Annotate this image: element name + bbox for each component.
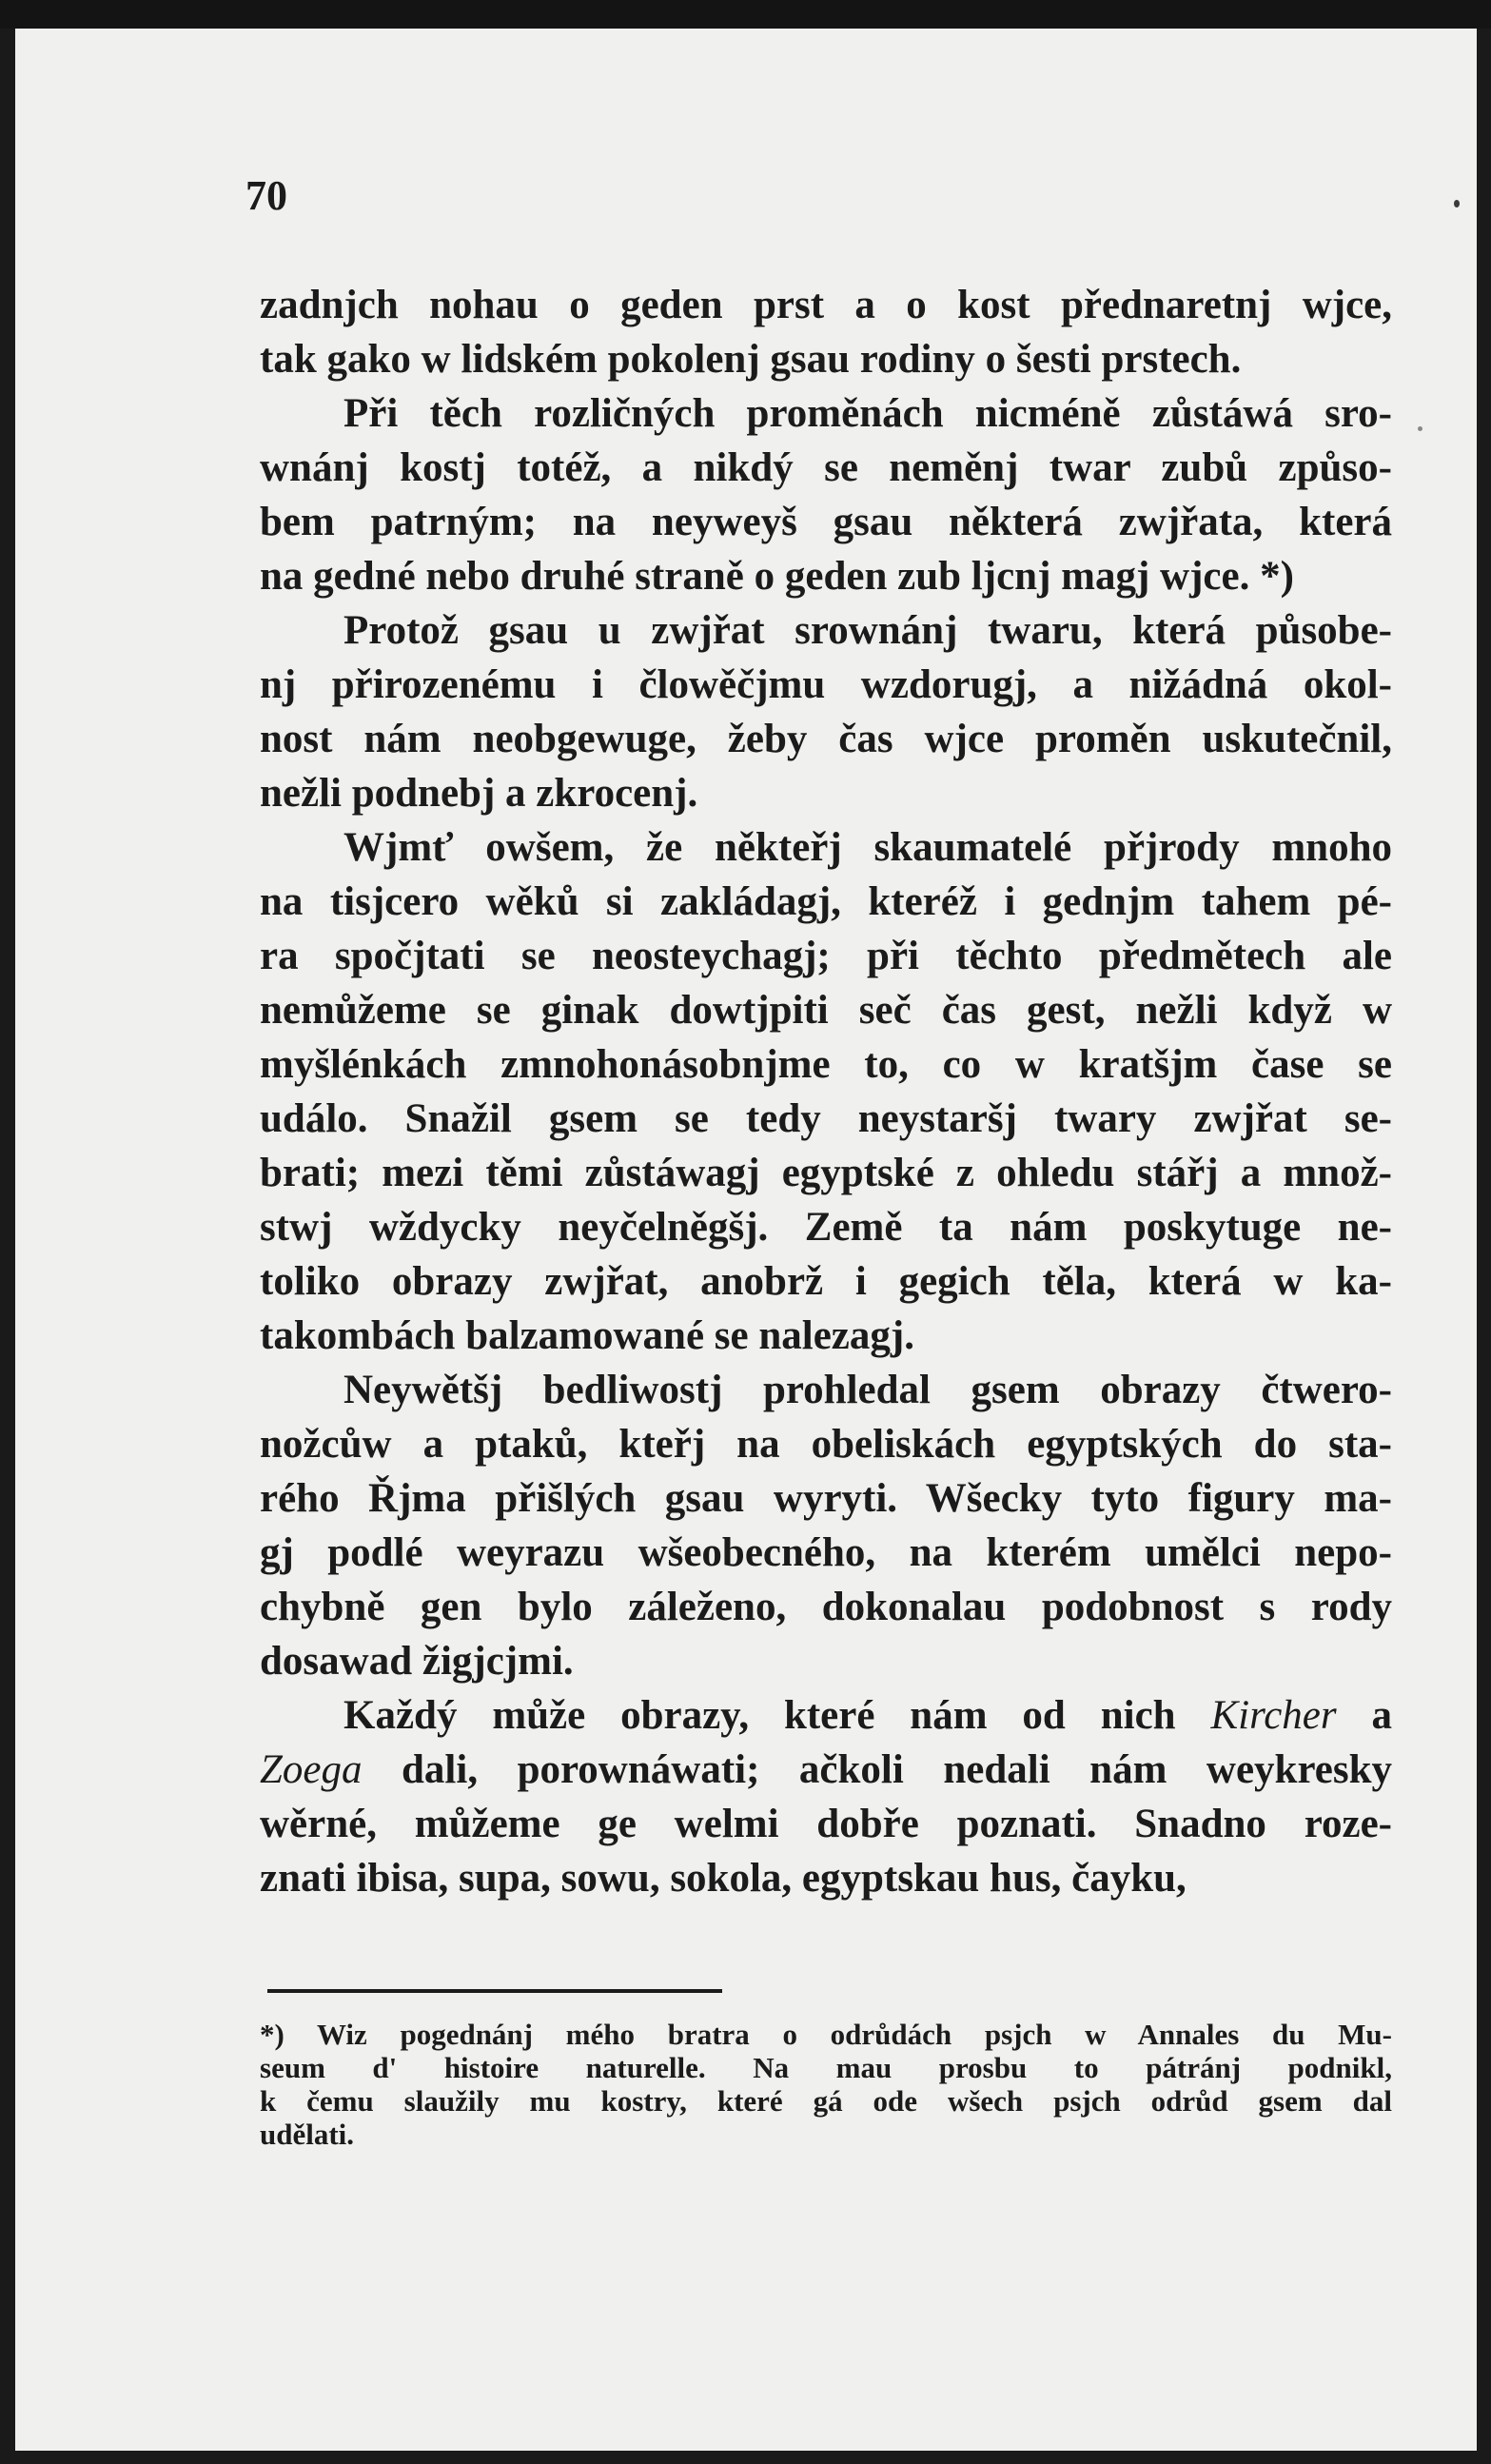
paragraph xyxy=(260,1688,1392,1905)
text-line: nemůžeme se ginak dowtjpiti seč čas gest, nežli když w xyxy=(260,988,1392,1033)
text-line: Každý může obrazy, které nám od nich Kircher a xyxy=(343,1693,1392,1738)
page-number: 70 xyxy=(245,172,287,219)
text-line: Při těch rozličných proměnách nicméně zůstáwá sro- xyxy=(343,391,1392,436)
text-line: dosawad žigjcjmi. xyxy=(260,1639,574,1684)
text-line: zadnjch nohau o geden prst a o kost přednaretnj wjce, xyxy=(260,283,1392,327)
footnote xyxy=(260,2018,1392,2151)
text-line: takombách balzamowané se nalezagj. xyxy=(260,1313,914,1358)
paragraph xyxy=(260,820,1392,1363)
paragraph xyxy=(260,386,1392,603)
text-line: toliko obrazy zwjřat, anobrž i gegich těla, která w ka- xyxy=(260,1259,1392,1304)
footnote-line: *) Wiz pogednánj mého bratra o odrůdách psjch w Annales du Mu- xyxy=(260,2018,1392,2051)
text-line: gj podlé weyrazu wšeobecného, na kterém umělci nepo- xyxy=(260,1530,1392,1575)
text-line: myšlénkách zmnohonásobnjme to, co w kratšjm čase se xyxy=(260,1042,1392,1087)
scan-border xyxy=(0,0,1491,29)
paragraph xyxy=(260,278,1392,386)
text-line: chybně gen bylo záleženo, dokonalau podobnost s rody xyxy=(260,1585,1392,1629)
text-line: znati ibisa, supa, sowu, sokola, egyptskau hus, čayku, xyxy=(260,1856,1187,1901)
footnote-line: udělati. xyxy=(260,2118,355,2151)
text-line: brati; mezi těmi zůstáwagj egyptské z ohledu stářj a množ- xyxy=(260,1151,1392,1195)
text-line: Wjmť owšem, že někteřj skaumatelé přjrody mnoho xyxy=(343,825,1392,870)
text-line: rého Řjma přišlých gsau wyryti. Wšecky tyto figury ma- xyxy=(260,1476,1392,1521)
text-line: událo. Snažil gsem se tedy neystaršj twary zwjřat se- xyxy=(260,1096,1392,1141)
footnote-rule xyxy=(267,1989,722,1993)
text-line: bem patrným; na neyweyš gsau některá zwjřata, která xyxy=(260,500,1392,544)
text-line: Neywětšj bedliwostj prohledal gsem obrazy čtwero- xyxy=(343,1368,1392,1412)
text-line: na gedné nebo druhé straně o geden zub ljcnj magj wjce. *) xyxy=(260,554,1294,599)
book-page xyxy=(15,29,1477,2451)
text-line: Zoega dali, porownáwati; ačkoli nedali nám weykresky xyxy=(260,1747,1392,1792)
text-line: stwj wždycky neyčelněgšj. Země ta nám poskytuge ne- xyxy=(260,1205,1392,1250)
paragraph xyxy=(260,1363,1392,1688)
text-line: wnánj kostj totéž, a nikdý se neměnj twar zubů způso- xyxy=(260,445,1392,490)
text-line: ra spočjtati se neosteychagj; při těchto předmětech ale xyxy=(260,934,1392,978)
text-line: nost nám neobgewuge, žeby čas wjce proměn uskutečnil, xyxy=(260,717,1392,761)
paragraph xyxy=(260,603,1392,820)
ink-speck xyxy=(1454,200,1460,207)
text-line: tak gako w lidském pokolenj gsau rodiny o šesti prstech. xyxy=(260,337,1242,382)
footnote-line: seum d' histoire naturelle. Na mau prosbu to pátránj podnikl, xyxy=(260,2051,1392,2084)
ink-speck xyxy=(1418,426,1422,431)
text-line: nožcůw a ptaků, kteřj na obeliskách egyptských do sta- xyxy=(260,1422,1392,1467)
text-line: Protož gsau u zwjřat srownánj twaru, která působe- xyxy=(343,608,1392,653)
text-line: nežli podnebj a zkrocenj. xyxy=(260,771,698,816)
text-line: na tisjcero wěků si zakládagj, kteréž i gednjm tahem pé- xyxy=(260,879,1392,924)
footnote-line: k čemu slaužily mu kostry, které gá ode wšech psjch odrůd gsem dal xyxy=(260,2084,1392,2118)
text-line: wěrné, můžeme ge welmi dobře poznati. Snadno roze- xyxy=(260,1802,1392,1846)
text-line: nj přirozenému i člowěčjmu wzdorugj, a nižádná okol- xyxy=(260,662,1392,707)
body-text xyxy=(260,278,1392,1905)
